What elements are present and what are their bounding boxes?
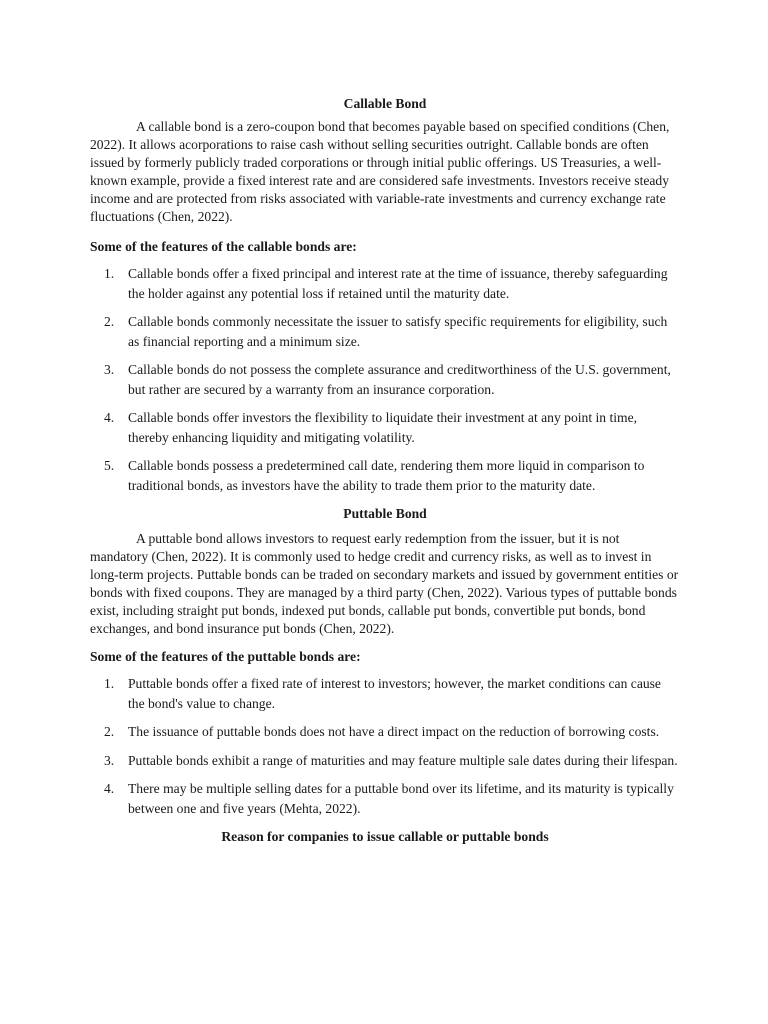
list-item bbox=[90, 456, 680, 495]
puttable-bond-paragraph: A puttable bond allows investors to request early redemption from the issuer, but it is not mandatory (Chen, 2022). It is commonly used to hedge credit and currency risks, as well as to invest in long-term projects. Puttable bonds can be traded on secondary markets and issued by government entities or bonds with fixed coupons. They are managed by a third party (Chen, 2022). Various types of puttable bonds exist, including straight put bonds, indexed put bonds, callable put bonds, convertible put bonds, bond exchanges, and bond insurance put bonds (Chen, 2022). bbox=[90, 531, 679, 636]
puttable-features-heading: Some of the features of the puttable bonds are: bbox=[90, 649, 361, 664]
list-item-number: 3. bbox=[104, 362, 115, 377]
list-item-number: 2. bbox=[104, 314, 115, 329]
list-item bbox=[90, 722, 680, 742]
list-item bbox=[90, 312, 680, 351]
list-item bbox=[90, 779, 680, 818]
puttable-bond-title: Puttable Bond bbox=[343, 506, 427, 521]
list-item-text: Callable bonds commonly necessitate the issuer to satisfy specific requirements for eligibility, such as financial reporting and a minimum size. bbox=[128, 314, 668, 349]
puttable-features-list bbox=[90, 674, 680, 818]
list-item-text: Puttable bonds exhibit a range of maturities and may feature multiple sale dates during their lifespan. bbox=[128, 752, 678, 768]
list-item-text: Callable bonds offer investors the flexibility to liquidate their investment at any point in time, thereby enhancing liquidity and mitigating volatility. bbox=[128, 410, 638, 445]
list-item-number: 1. bbox=[104, 266, 115, 281]
document-page bbox=[90, 95, 680, 845]
list-item bbox=[90, 674, 680, 713]
list-item bbox=[90, 408, 680, 447]
list-item-number: 3. bbox=[104, 752, 115, 768]
callable-bond-paragraph: A callable bond is a zero-coupon bond that becomes payable based on specified conditions (Chen, 2022). It allows acorporations to raise cash without selling securities outright. Callable bonds are often issued by formerly publicly traded corporations or through initial public offerings. US Treasuries, a well-known example, provide a fixed interest rate and are considered safe investments. Investors receive steady income and are protected from risks associated with variable-rate investments and currency exchange rate fluctuations (Chen, 2022). bbox=[90, 119, 670, 224]
list-item-number: 5. bbox=[104, 458, 115, 473]
callable-features-heading: Some of the features of the callable bonds are: bbox=[90, 239, 357, 254]
callable-features-list bbox=[90, 264, 680, 495]
list-item-text: There may be multiple selling dates for a puttable bond over its lifetime, and its maturity is typically between one and five years (Mehta, 2022). bbox=[128, 781, 674, 816]
list-item-number: 4. bbox=[104, 781, 115, 796]
list-item-number: 1. bbox=[104, 676, 115, 691]
list-item-text: Puttable bonds offer a fixed rate of interest to investors; however, the market conditions can cause the bond's value to change. bbox=[128, 676, 661, 711]
list-item-number: 4. bbox=[104, 410, 115, 425]
list-item bbox=[90, 360, 680, 399]
list-item-text: The issuance of puttable bonds does not have a direct impact on the reduction of borrowing costs. bbox=[128, 724, 660, 739]
list-item bbox=[90, 751, 680, 771]
list-item bbox=[90, 264, 680, 303]
list-item-text: Callable bonds offer a fixed principal and interest rate at the time of issuance, thereby safeguarding the holder against any potential loss if retained until the maturity date. bbox=[128, 266, 668, 301]
reason-section-title: Reason for companies to issue callable or puttable bonds bbox=[221, 829, 549, 844]
list-item-text: Callable bonds possess a predetermined call date, rendering them more liquid in comparison to traditional bonds, as investors have the ability to trade them prior to the maturity date. bbox=[128, 458, 645, 493]
callable-bond-title: Callable Bond bbox=[343, 96, 427, 111]
list-item-text: Callable bonds do not possess the complete assurance and creditworthiness of the U.S. government, but rather are secured by a warranty from an insurance corporation. bbox=[128, 362, 671, 397]
list-item-number: 2. bbox=[104, 724, 115, 739]
